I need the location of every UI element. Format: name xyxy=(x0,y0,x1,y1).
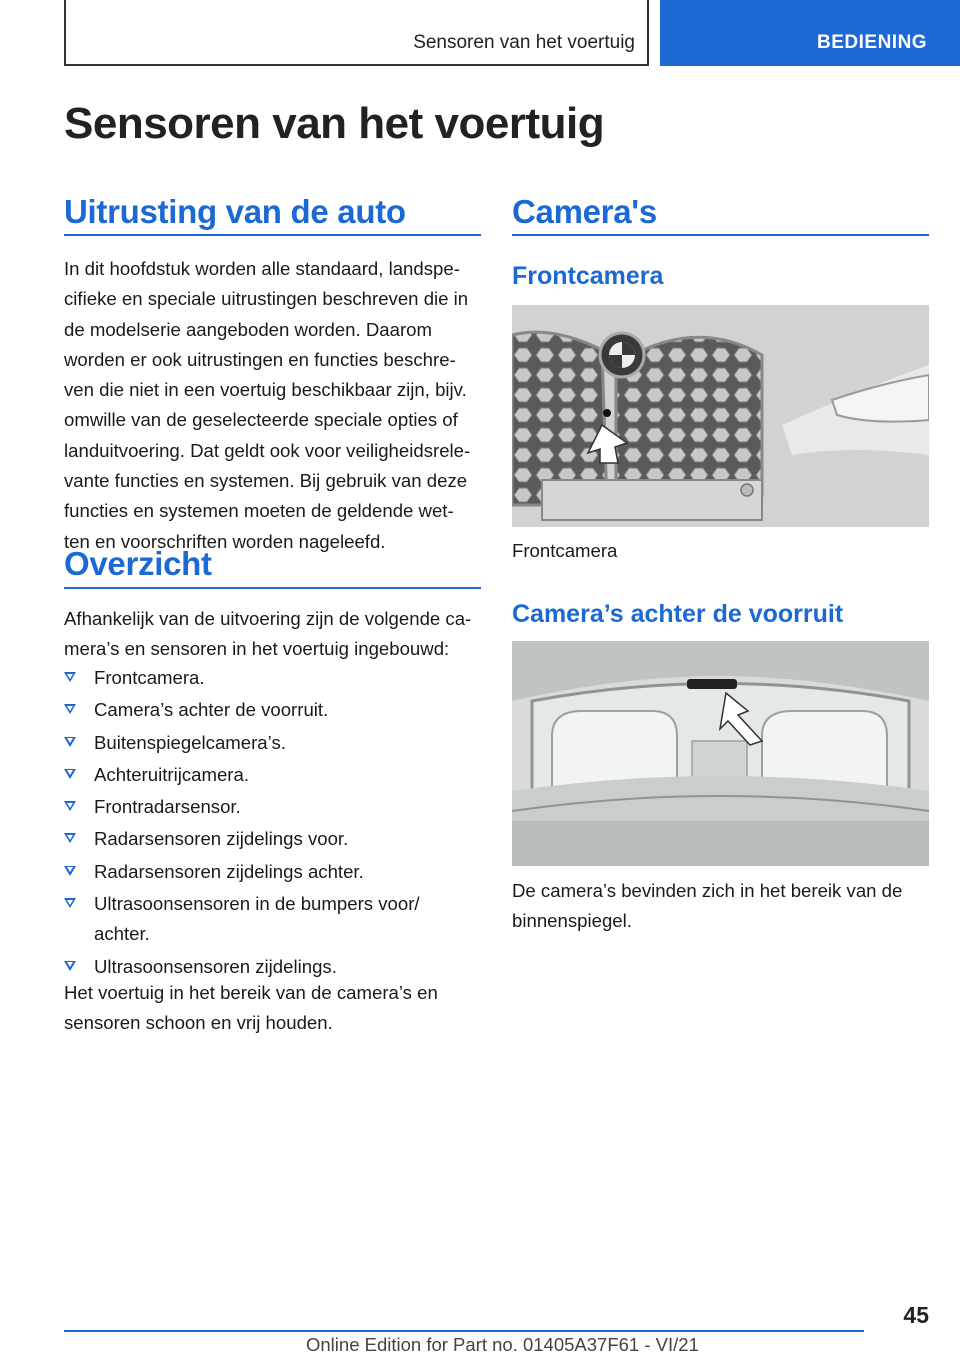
text-line: ten en voorschriften worden nageleefd. xyxy=(64,530,386,552)
heading-rule xyxy=(64,234,481,236)
list-item: Achteruitrijcamera. xyxy=(64,760,481,790)
text-line: mera’s en sensoren in het voertuig ingebouwd: xyxy=(64,638,450,660)
subheading-frontcamera: Frontcamera xyxy=(512,262,664,290)
running-title: Sensoren van het voertuig xyxy=(413,32,635,53)
triangle-bullet-icon xyxy=(64,866,76,876)
triangle-bullet-icon xyxy=(64,801,76,811)
windshield-camera-illustration xyxy=(512,641,929,866)
list-item: Ultrasoonsensoren zijdelings. xyxy=(64,952,481,982)
triangle-bullet-icon xyxy=(64,672,76,682)
frontcamera-illustration xyxy=(512,305,929,527)
list-item: Radarsensoren zijdelings voor. xyxy=(64,824,481,854)
list-item: Frontradarsensor. xyxy=(64,792,481,822)
heading-rule xyxy=(512,234,929,236)
text-line: Het voertuig in het bereik van de camera’s en xyxy=(64,982,438,1003)
page-number: 45 xyxy=(903,1302,929,1328)
list-item: Radarsensoren zijdelings achter. xyxy=(64,857,481,887)
overview-intro xyxy=(64,604,484,665)
text-line: Afhankelijk van de uitvoering zijn de volgende ca‐ xyxy=(64,608,472,629)
footer-rule xyxy=(64,1330,864,1332)
section-tab-label: BEDIENING xyxy=(817,32,928,53)
windshield-camera-caption xyxy=(512,876,932,936)
text-line: ven die niet in een voertuig beschikbaar zijn, bijv. xyxy=(64,379,467,401)
list-item: Ultrasoonsensoren in de bumpers voor/ achter. xyxy=(64,889,434,950)
text-line: vante functies en systemen. Bij gebruik van deze xyxy=(64,470,468,492)
frontcamera-caption: Frontcamera xyxy=(512,540,618,561)
page-title: Sensoren van het voertuig xyxy=(64,99,605,148)
triangle-bullet-icon xyxy=(64,833,76,843)
overview-outro xyxy=(64,978,484,1039)
section-heading-overview: Overzicht xyxy=(64,545,212,582)
triangle-bullet-icon xyxy=(64,961,76,971)
equipment-paragraph xyxy=(64,254,484,557)
subheading-windshield-cameras: Camera’s achter de voorruit xyxy=(512,600,844,628)
text-line: omwille van de geselecteerde speciale opties of xyxy=(64,409,458,431)
text-line: cifieke en speciale uitrustingen beschreven die in xyxy=(64,288,469,310)
running-header xyxy=(64,0,649,66)
triangle-bullet-icon xyxy=(64,704,76,714)
text-line: De camera’s bevinden zich in het bereik van de xyxy=(512,880,903,901)
text-line: sensoren schoon en vrij houden. xyxy=(64,1012,333,1034)
sensor-list xyxy=(64,663,481,984)
text-line: functies en systemen moeten de geldende wet‐ xyxy=(64,500,454,522)
section-heading-equipment: Uitrusting van de auto xyxy=(64,193,406,230)
text-line: worden er ook uitrustingen en functies beschre‐ xyxy=(64,348,456,370)
text-line: de modelserie aangeboden worden. Daarom xyxy=(64,318,432,340)
text-line: landuitvoering. Dat geldt ook voor veiligheidsrele‐ xyxy=(64,439,471,461)
heading-rule xyxy=(64,587,481,589)
triangle-bullet-icon xyxy=(64,769,76,779)
triangle-bullet-icon xyxy=(64,898,76,908)
triangle-bullet-icon xyxy=(64,737,76,747)
list-item: Frontcamera. xyxy=(64,663,481,693)
list-item: Buitenspiegelcamera’s. xyxy=(64,728,481,758)
text-line: In dit hoofdstuk worden alle standaard, landspe‐ xyxy=(64,258,460,279)
text-line: binnenspiegel. xyxy=(512,910,632,931)
section-tab[interactable] xyxy=(660,0,960,66)
edition-footer: Online Edition for Part no. 01405A37F61 - VI/21 xyxy=(306,1334,699,1355)
section-heading-cameras: Camera's xyxy=(512,193,657,230)
list-item: Camera’s achter de voorruit. xyxy=(64,695,481,725)
